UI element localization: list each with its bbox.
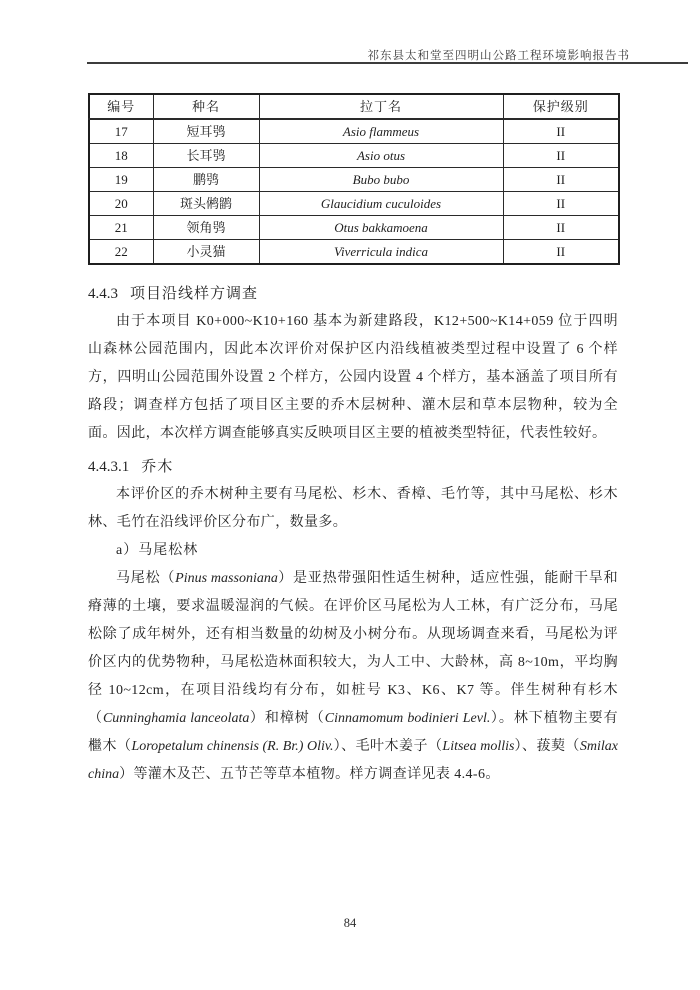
report-title: 祁东县太和堂至四明山公路工程环境影响报告书	[367, 50, 630, 62]
table-row	[89, 119, 619, 144]
cell-id: 21	[89, 216, 153, 240]
cell-id: 19	[89, 168, 153, 192]
cell-level: II	[503, 119, 619, 144]
page-number: 84	[343, 916, 357, 930]
table-header-row	[89, 94, 619, 119]
table-row	[89, 168, 619, 192]
header-cell-id: 编号	[89, 94, 153, 119]
cell-species: 斑头鸺鹠	[153, 192, 259, 216]
cell-level: II	[503, 240, 619, 265]
table-row	[89, 216, 619, 240]
running-header	[88, 47, 630, 63]
section-number: 4.4.3	[88, 286, 118, 302]
section-heading-443	[88, 280, 618, 308]
cell-id: 22	[89, 240, 153, 265]
section-number: 4.4.3.1	[88, 459, 130, 475]
cell-level: II	[503, 216, 619, 240]
table-row	[89, 192, 619, 216]
cell-species: 鹏鸮	[153, 168, 259, 192]
cell-species: 领角鸮	[153, 216, 259, 240]
cell-id: 18	[89, 144, 153, 168]
cell-level: II	[503, 144, 619, 168]
cell-latin: Asio flammeus	[259, 119, 503, 144]
cell-latin: Bubo bubo	[259, 168, 503, 192]
table-head	[89, 94, 619, 119]
paragraph-masson-pine: 马尾松（Pinus massoniana）是亚热带强阳性适生树种，适应性强，能耐干旱和瘠薄的土壤，要求温暖湿润的气候。在评价区马尾松为人工林，有广泛分布，马尾松除了成年树外，还有相当数量的幼树及小树分布。从现场调查来看，马尾松为评价区内的优势物种，马尾松造林面积较大，为人工中、大龄林，高 8~10m，平均胸径 10~12cm，在项目沿线均有分布，如桩号 K3、K6、K7 等。伴生树种有杉木（Cunninghamia lanceolata）和樟树（Cinnamomum bodinieri Levl.）。林下植物主要有檵木（Loropetalum chinensis (R. Br.) Oliv.）、毛叶木姜子（Litsea mollis）、菝葜（Smilax china）等灌木及芒、五节芒等草本植物。样方调查详见表 4.4-6。	[88, 571, 619, 782]
header-cell-species: 种名	[153, 94, 259, 119]
header-cell-level: 保护级别	[503, 94, 619, 119]
cell-id: 20	[89, 192, 153, 216]
cell-latin: Viverricula indica	[259, 240, 503, 265]
section-title: 乔木	[141, 459, 174, 475]
body-content	[88, 280, 618, 789]
protected-species-table	[88, 93, 620, 265]
cell-latin: Asio otus	[259, 144, 503, 168]
table-row	[89, 144, 619, 168]
cell-level: II	[503, 168, 619, 192]
paragraph-arbor-species: 本评价区的乔木树种主要有马尾松、杉木、香樟、毛竹等，其中马尾松、杉木林、毛竹在沿线评价区分布广，数量多。	[88, 487, 618, 530]
section-title: 项目沿线样方调查	[130, 286, 259, 302]
section-heading-4431	[88, 453, 618, 481]
subheading-masson-pine: a）马尾松林	[116, 543, 199, 558]
species-table-body	[89, 119, 619, 264]
cell-latin: Otus bakkamoena	[259, 216, 503, 240]
header-rule	[87, 62, 688, 64]
cell-id: 17	[89, 119, 153, 144]
cell-latin: Glaucidium cuculoides	[259, 192, 503, 216]
cell-species: 长耳鸮	[153, 144, 259, 168]
paragraph-survey-overview: 由于本项目 K0+000~K10+160 基本为新建路段，K12+500~K14+059 位于四明山森林公园范围内，因此本次评价对保护区内沿线植被类型过程中设置了 6 个样方，四明山公园范围外设置 2 个样方，公园内设置 4 个样方，基本涵盖了项目所有路段；调查样方包括了项目区主要的乔木层树种、灌木层和草本层物种，较为全面。因此，本次样方调查能够真实反映项目区主要的植被类型特征，代表性较好。	[88, 314, 618, 441]
cell-species: 短耳鸮	[153, 119, 259, 144]
table-row	[89, 240, 619, 265]
cell-level: II	[503, 192, 619, 216]
header-cell-latin: 拉丁名	[259, 94, 503, 119]
cell-species: 小灵猫	[153, 240, 259, 265]
